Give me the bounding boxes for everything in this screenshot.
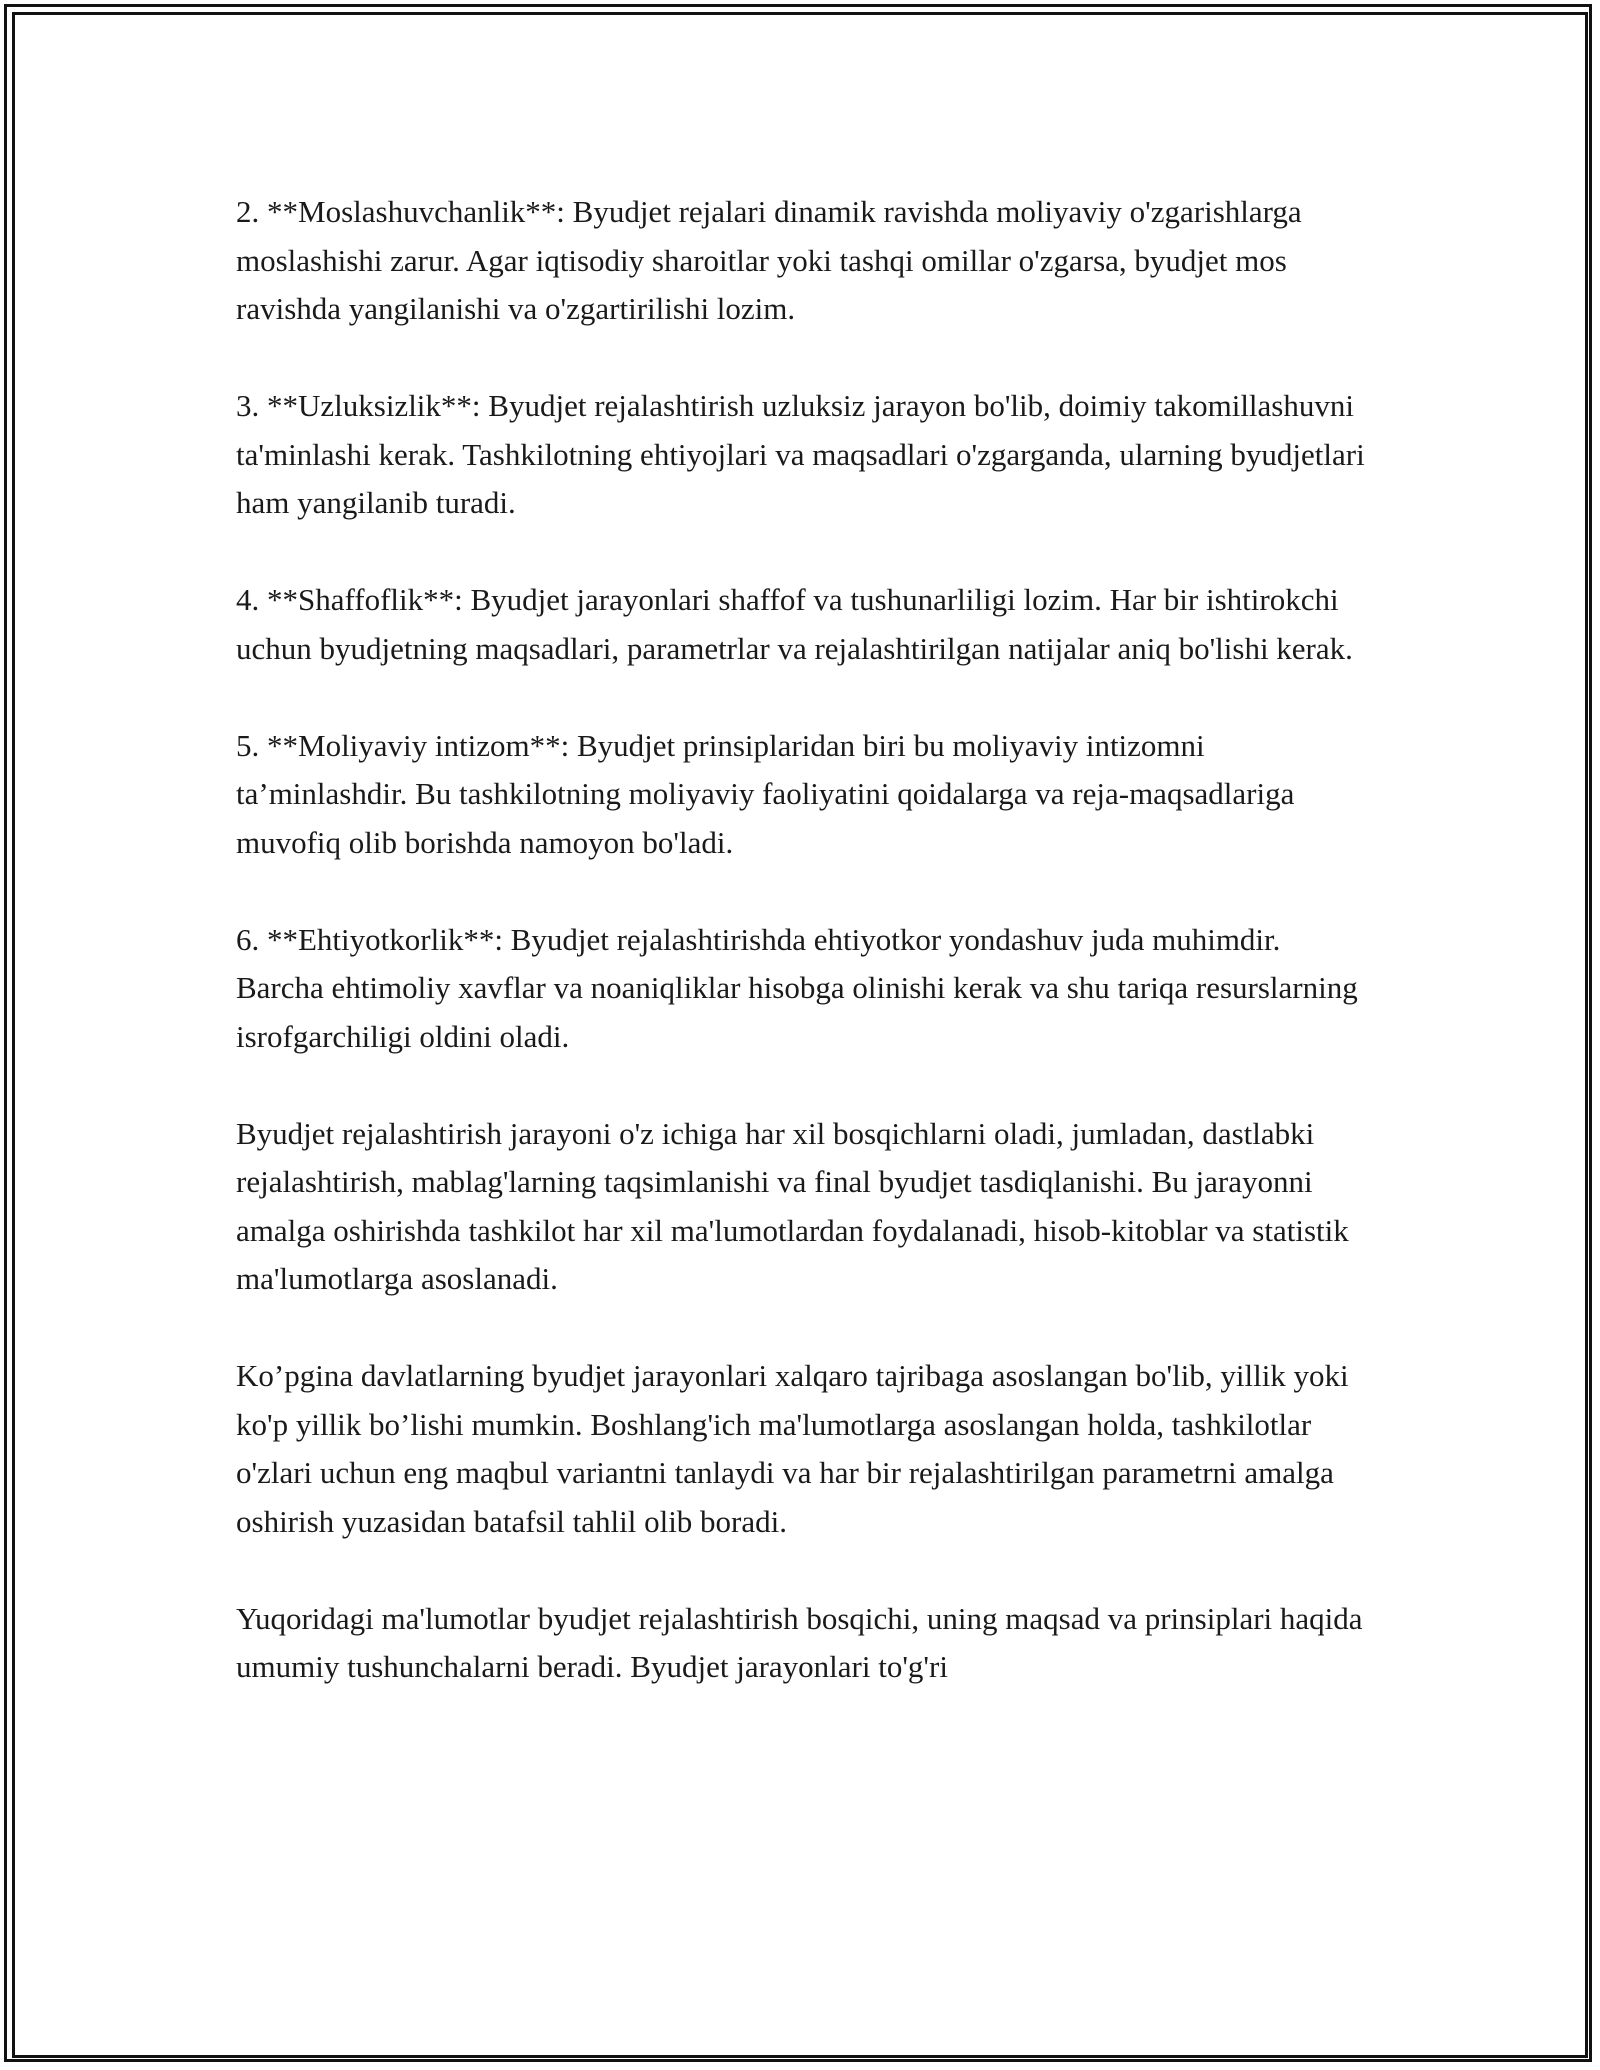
paragraph-ehtiyotkorlik: 6. **Ehtiyotkorlik**: Byudjet rejalashtirishda ehtiyotkor yondashuv juda muhimdir. Barcha ehtimoliy xavflar va noaniqliklar hisobga olinishi kerak va shu tariqa resurslarning isrofgarchiligi oldini oladi. (236, 921, 1358, 1054)
paragraph-jarayon-bosqichlari: Byudjet rejalashtirish jarayoni o'z ichiga har xil bosqichlarni oladi, jumladan, dastlabki rejalashtirish, mablag'larning taqsimlanishi va final byudjet tasdiqlanishi. Bu jarayonni amalga oshirishda tashkilot har xil ma'lumotlardan foydalanadi, hisob-kitoblar va statistik ma'lumotlarga asoslanadi. (236, 1115, 1349, 1296)
paragraph-moslashuvchanlik: 2. **Moslashuvchanlik**: Byudjet rejalari dinamik ravishda moliyaviy o'zgarishlarga moslashishi zarur. Agar iqtisodiy sharoitlar yoki tashqi omillar o'zgarsa, byudjet mos ravishda yangilanishi va o'zgartirilishi lozim. (236, 194, 1302, 326)
paragraph-xulosa: Yuqoridagi ma'lumotlar byudjet rejalashtirish bosqichi, uning maqsad va prinsiplari haqida umumiy tushunchalarni beradi. Byudjet jarayonlari to'g'ri (236, 1600, 1363, 1684)
paragraph-uzluksizlik: 3. **Uzluksizlik**: Byudjet rejalashtirish uzluksiz jarayon bo'lib, doimiy takomillashuvni ta'minlashi kerak. Tashkilotning ehtiyojlari va maqsadlari o'zgarganda, ularning byudjetlari ham yangilanib turadi. (236, 388, 1365, 520)
paragraph-xalqaro-tajriba: Ko’pgina davlatlarning byudjet jarayonlari xalqaro tajribaga asoslangan bo'lib, yillik yoki ko'p yillik bo’lishi mumkin. Boshlang'ich ma'lumotlarga asoslangan holda, tashkilotlar o'zlari uchun eng maqbul variantni tanlaydi va har bir rejalashtirilgan parametrni amalga oshirish yuzasidan batafsil tahlil olib boradi. (236, 1358, 1349, 1539)
paragraph-moliyaviy-intizom: 5. **Moliyaviy intizom**: Byudjet prinsiplaridan biri bu moliyaviy intizomni ta’minlashdir. Bu tashkilotning moliyaviy faoliyatini qoidalarga va reja-maqsadlariga muvofiq olib borishda namoyon bo'ladi. (236, 727, 1295, 860)
paragraph-shaffoflik: 4. **Shaffoflik**: Byudjet jarayonlari shaffof va tushunarliligi lozim. Har bir ishtirokchi uchun byudjetning maqsadlari, parametrlar va rejalashtirilgan natijalar aniq bo'lishi kerak. (236, 582, 1353, 666)
document-body (236, 188, 1366, 1740)
